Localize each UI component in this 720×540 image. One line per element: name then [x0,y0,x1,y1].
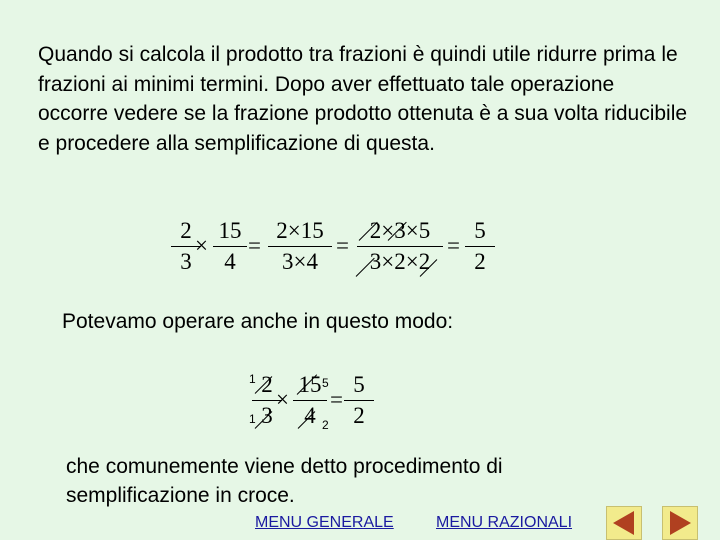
reduced-numerator-2: 5 [322,376,329,390]
fraction-15-4: 15 4 [213,217,247,275]
closing-paragraph: che comunemente viene detto procedimento di semplificazione in croce. [66,455,503,507]
times-operator: × [276,387,289,412]
fraction-product: 2×15 3×4 [268,217,332,275]
reduced-denominator-2: 2 [322,418,329,432]
fraction-15-4: 15 4 [293,371,327,429]
fraction-5-2: 5 2 [344,371,374,429]
right-triangle-icon [663,507,697,539]
fraction-2-3: 2 3 [252,371,282,429]
left-triangle-icon [607,507,641,539]
equals-sign: = [330,387,343,412]
next-button[interactable] [662,506,698,540]
menu-razionali-link[interactable]: MENU RAZIONALI [436,514,573,531]
fraction-factored: 2×3×5 3×2×2 [357,217,443,275]
times-operator: × [195,233,208,258]
equals-sign: = [447,233,460,258]
intro-paragraph: Quando si calcola il prodotto tra frazioni è quindi utile ridurre prima le frazioni ai minimi termini. Dopo aver effettuato tale operazione occorre vedere se la frazione prodotto ottenuta è a sua volta riducibile e procedere alla semplificazione di questa. [38,43,688,155]
menu-generale-link[interactable]: MENU GENERALE [255,514,394,531]
fraction-5-2: 5 2 [465,217,495,275]
equals-sign: = [248,233,261,258]
equals-sign: = [336,233,349,258]
previous-button[interactable] [606,506,642,540]
reduced-numerator-1: 1 [249,372,256,386]
middle-text: Potevamo operare anche in questo modo: [62,310,454,333]
fraction-2-3: 2 3 [171,217,201,275]
reduced-denominator-1: 1 [249,412,256,426]
